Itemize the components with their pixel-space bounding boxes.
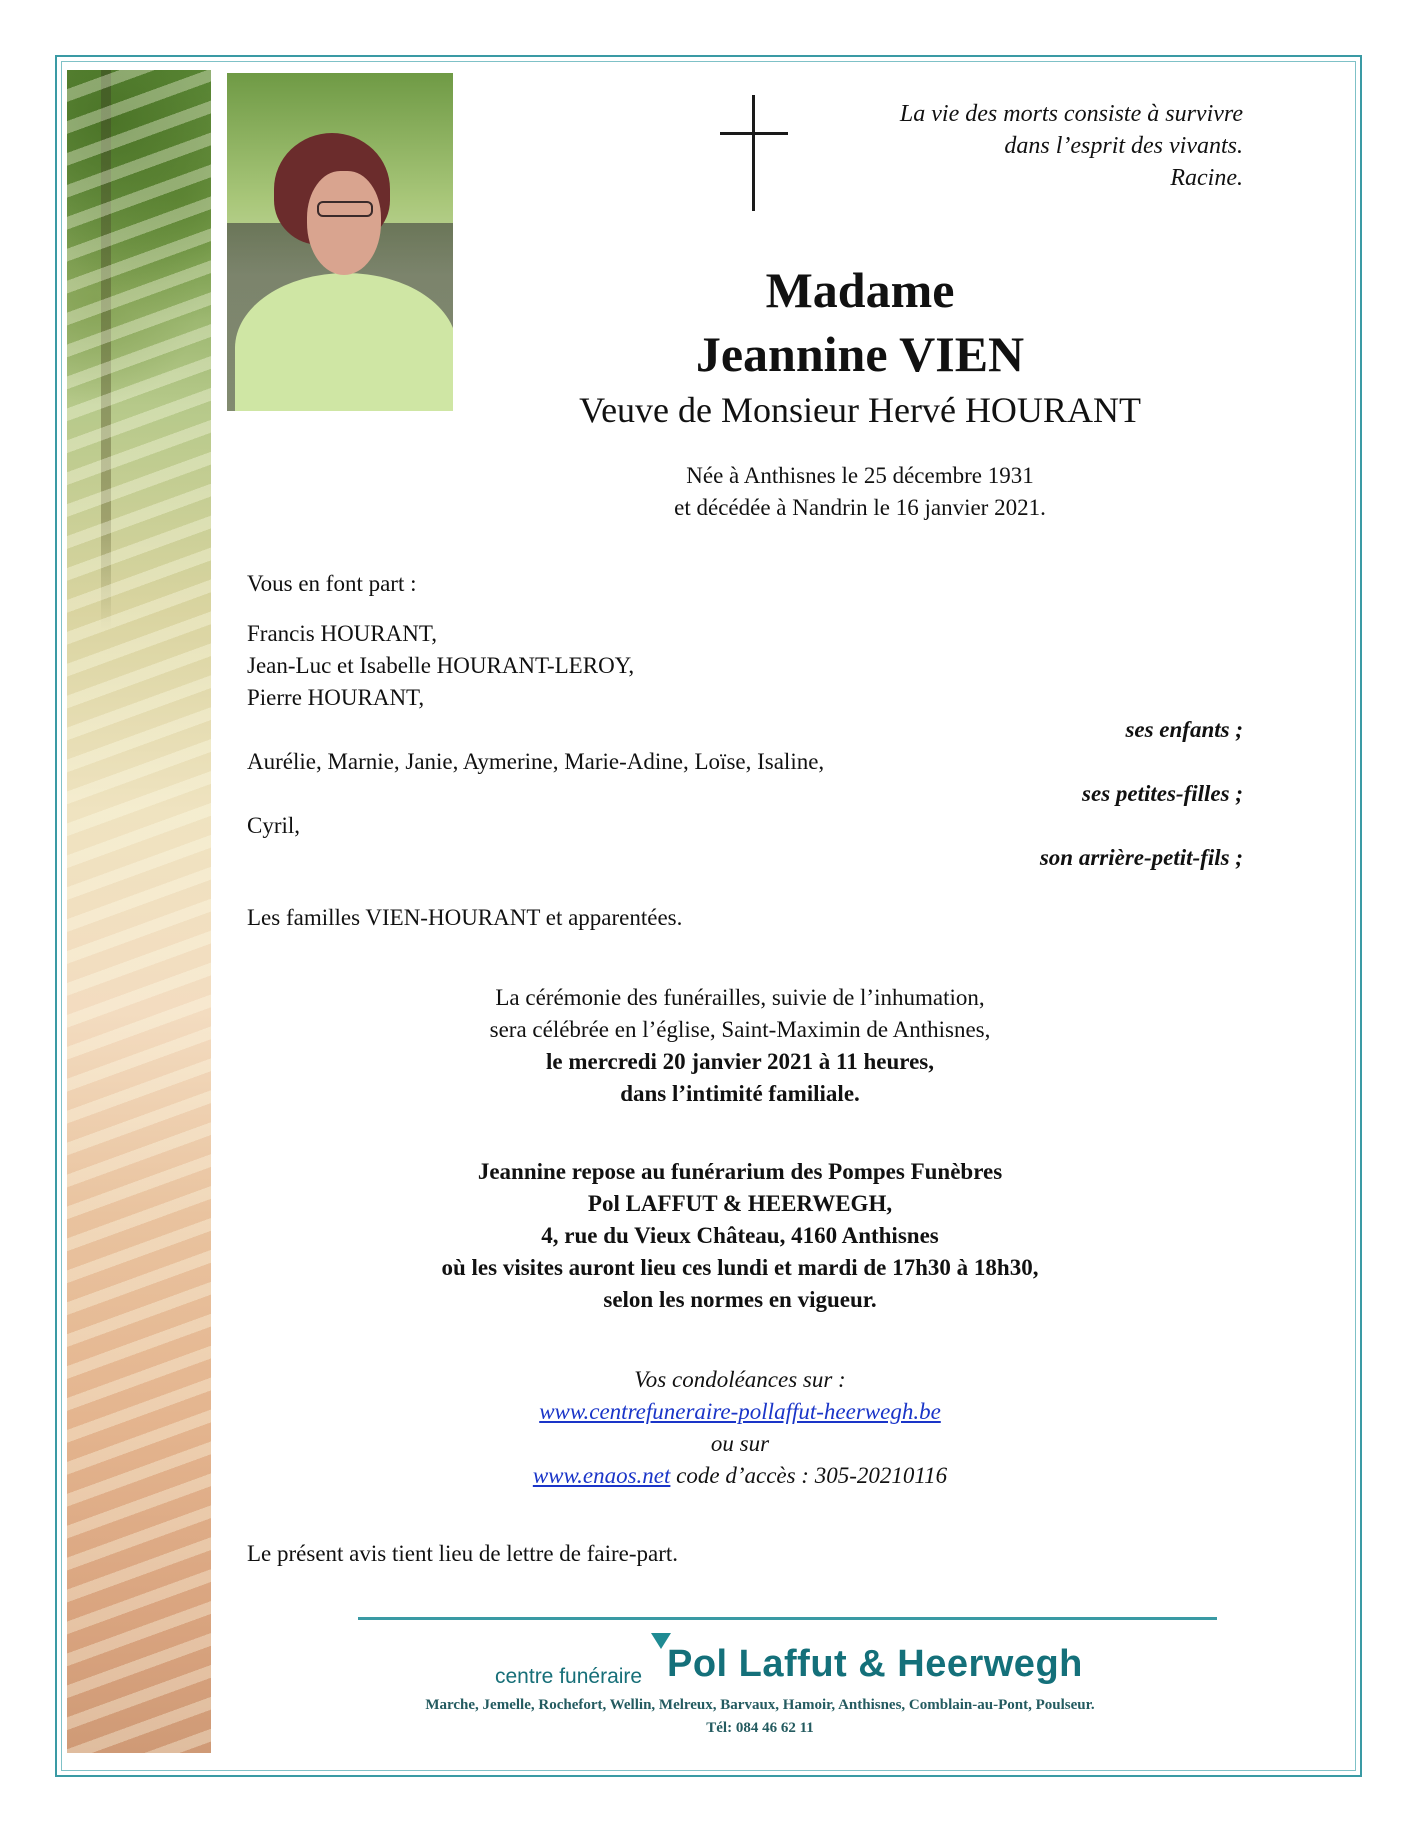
condolences-link-2[interactable]: www.enaos.net	[532, 1463, 671, 1488]
portrait-shirt	[235, 273, 453, 411]
footer-rule	[358, 1617, 1217, 1620]
granddaughters: Aurélie, Marnie, Janie, Aymerine, Marie-Adine, Loïse, Isaline,	[247, 749, 825, 774]
ceremony-date: le mercredi 20 janvier 2021 à 11 heures,	[546, 1049, 934, 1074]
birth-line: Née à Anthisnes le 25 décembre 1931	[686, 463, 1034, 488]
condolences-link-1[interactable]: www.centrefuneraire-pollaffut-heerwegh.be	[539, 1399, 941, 1424]
child-3: Pierre HOURANT,	[247, 685, 425, 710]
quote-author: Racine.	[1170, 165, 1243, 191]
great-grandson: Cyril,	[247, 813, 301, 838]
child-2: Jean-Luc et Isabelle HOURANT-LEROY,	[247, 653, 635, 678]
family-list	[247, 618, 1243, 874]
families-line: Les familles VIEN-HOURANT et apparentées.	[247, 905, 683, 930]
notice-line: Le présent avis tient lieu de lettre de faire-part.	[247, 1541, 679, 1566]
condolences-intro: Vos condoléances sur :	[634, 1367, 846, 1392]
visiting-hours: où les visites auront lieu ces lundi et mardi de 17h30 à 18h30,	[441, 1255, 1039, 1280]
funerarium-line-2: Pol LAFFUT & HEERWEGH,	[587, 1191, 893, 1216]
granddaughters-label: ses petites-filles ;	[1082, 781, 1243, 806]
condolences-or: ou sur	[710, 1431, 770, 1456]
forest-side-image	[67, 70, 211, 1753]
funerarium-block	[280, 1156, 1200, 1316]
forest-light-rays	[67, 70, 211, 1753]
footer-towns: Marche, Jemelle, Rochefort, Wellin, Melreux, Barvaux, Hamoir, Anthisnes, Comblain-au-Pont, Poulseur.	[425, 1697, 1095, 1713]
footer-phone: Tél: 084 46 62 11	[706, 1720, 814, 1736]
portrait-glasses	[317, 201, 373, 217]
death-line: et décédée à Nandrin le 16 janvier 2021.	[674, 495, 1046, 520]
announce-line: Vous en font part :	[247, 571, 417, 596]
condolences-block	[280, 1364, 1200, 1492]
life-dates	[480, 460, 1240, 524]
deceased-name: Jeannine VIEN	[695, 326, 1025, 382]
ceremony-privacy: dans l’intimité familiale.	[620, 1081, 860, 1106]
deceased-title	[480, 258, 1240, 386]
widow-of: Veuve de Monsieur Hervé HOURANT	[579, 390, 1141, 430]
access-code: code d’accès : 305-20210116	[676, 1463, 948, 1488]
quote-line-2: dans l’esprit des vivants.	[1004, 133, 1243, 159]
logo-brand-name: Pol Laffut & Heerwegh	[667, 1643, 1083, 1685]
funerarium-line-1: Jeannine repose au funérarium des Pompes Funèbres	[477, 1159, 1003, 1184]
funerarium-address: 4, rue du Vieux Château, 4160 Anthisnes	[541, 1223, 939, 1248]
great-grandson-label: son arrière-petit-fils ;	[1039, 845, 1243, 870]
logo-small-text: centre funéraire	[495, 1665, 643, 1688]
salutation: Madame	[765, 262, 955, 318]
portrait-face	[307, 171, 381, 275]
children-label: ses enfants ;	[1125, 717, 1243, 742]
ceremony-line-1: La cérémonie des funérailles, suivie de l’inhumation,	[495, 985, 985, 1010]
epigraph-quote	[760, 98, 1243, 194]
visiting-rules: selon les normes en vigueur.	[603, 1287, 877, 1312]
portrait-photo	[227, 73, 453, 411]
ceremony-block	[280, 982, 1200, 1110]
ceremony-line-2: sera célébrée en l’église, Saint-Maximin de Anthisnes,	[489, 1017, 991, 1042]
child-1: Francis HOURANT,	[247, 621, 437, 646]
quote-line-1: La vie des morts consiste à survivre	[899, 101, 1243, 127]
